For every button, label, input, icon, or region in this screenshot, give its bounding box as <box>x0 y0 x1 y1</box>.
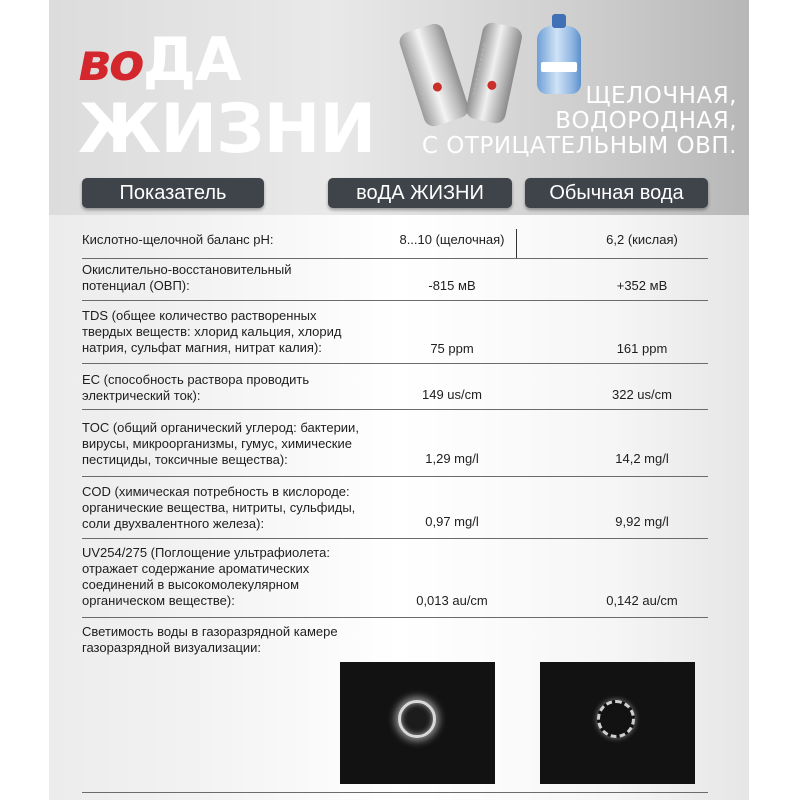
row-label: Окислительно-восстановительный потенциал (ОВП): <box>82 262 292 293</box>
brand-white-part: ДА <box>142 25 241 95</box>
product-discharge-image <box>340 662 495 784</box>
row-label: Кислотно-щелочной баланс pH: <box>82 232 274 247</box>
product-value: 1,29 mg/l <box>425 451 479 466</box>
regular-value: 6,2 (кислая) <box>606 232 678 247</box>
regular-value: 14,2 mg/l <box>615 451 669 466</box>
brand-logo <box>78 25 376 169</box>
tagline-line: ВОДОРОДНАЯ, <box>555 108 737 134</box>
row-label: TOC (общий органический углерод: бактерии, вирусы, микроорганизмы, гумус, химические пестициды, токсичные вещества): <box>82 420 359 467</box>
column-header-parameter: Показатель <box>82 178 264 208</box>
product-value: 149 us/cm <box>422 387 482 402</box>
table-row <box>82 364 708 410</box>
tagline-line: ЩЕЛОЧНАЯ, <box>585 83 737 109</box>
regular-value: 9,92 mg/l <box>615 514 669 529</box>
infographic-page <box>49 0 749 800</box>
regular-value: 161 ppm <box>616 341 668 356</box>
product-value: 75 ppm <box>430 341 474 356</box>
product-value: 0,97 mg/l <box>425 514 479 529</box>
table-row <box>82 477 708 539</box>
column-header-product: воДА ЖИЗНИ <box>328 178 512 208</box>
tagline-line: С ОТРИЦАТЕЛЬНЫМ ОВП. <box>421 133 737 159</box>
row-label: UV254/275 (Поглощение ультрафиолета: отражает содержание ароматических соединений в высокомолекулярном органическом веществе): <box>82 545 330 608</box>
table-row <box>82 410 708 477</box>
product-value: 8...10 (щелочная) <box>399 232 505 247</box>
row-label: Светимость воды в газоразрядной камере газоразрядной визуализации: <box>82 624 338 655</box>
table-row <box>82 259 708 301</box>
table-row <box>82 301 708 364</box>
product-value: 0,013 au/cm <box>416 593 488 608</box>
table-row <box>82 230 708 259</box>
product-value: -815 мВ <box>428 278 476 293</box>
regular-value: +352 мВ <box>616 278 668 293</box>
brand-red-part: во <box>78 33 143 93</box>
brand-line2: ЖИЗНИ <box>78 90 376 169</box>
glow-ring <box>597 700 635 738</box>
regular-value: 322 us/cm <box>612 387 672 402</box>
column-header-regular: Обычная вода <box>525 178 708 208</box>
table-row <box>82 539 708 618</box>
regular-discharge-image <box>540 662 695 784</box>
row-label: TDS (общее количество растворенных твердых веществ: хлорид кальция, хлорид натрия, сульфат магния, нитрат калия): <box>82 308 342 355</box>
tagline <box>422 84 737 159</box>
regular-value: 0,142 au/cm <box>606 593 678 608</box>
glow-ring <box>398 700 436 738</box>
row-label: EC (способность раствора проводить электрический ток): <box>82 372 310 403</box>
row-label: COD (химическая потребность в кислороде: органические вещества, нитриты, сульфиды, соли двухвалентного железа): <box>82 484 356 531</box>
